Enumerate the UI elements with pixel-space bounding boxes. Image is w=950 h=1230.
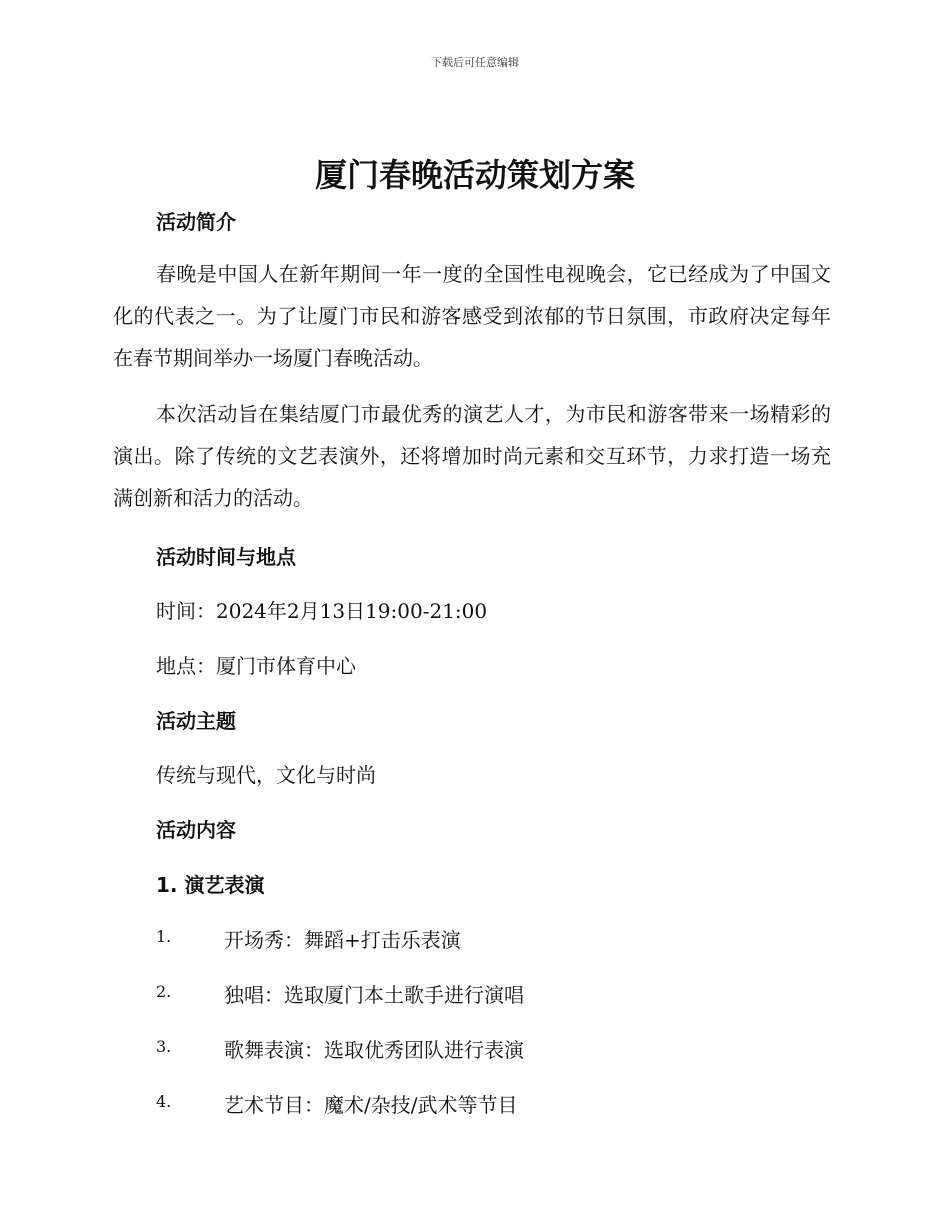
intro-paragraph-1: 春晚是中国人在新年期间一年一度的全国性电视晚会，它已经成为了中国文化的代表之一。为了让厦门市民和游客感受到浓郁的节日氛围，市政府决定每年在春节期间举办一场厦门春晚活动。	[113, 262, 831, 370]
section-heading-time-place: 活动时间与地点	[156, 545, 296, 569]
list-item-number: 4.	[156, 1092, 172, 1111]
section-heading-content: 活动内容	[156, 818, 236, 842]
document-title: 厦门春晚活动策划方案	[314, 156, 635, 194]
page-header-note: 下载后可任意编辑	[431, 56, 519, 69]
list-item-text: 独唱：选取厦门本土歌手进行演唱	[224, 983, 524, 1007]
section-heading-theme: 活动主题	[156, 709, 236, 733]
list-item-text: 歌舞表演：选取优秀团队进行表演	[224, 1038, 524, 1062]
list-item-text: 艺术节目：魔术/杂技/武术等节目	[224, 1093, 518, 1117]
theme-text: 传统与现代，文化与时尚	[156, 763, 376, 787]
list-item-number: 2.	[156, 982, 172, 1001]
list-item-number: 3.	[156, 1037, 172, 1056]
section-heading-intro: 活动简介	[156, 210, 236, 234]
event-place: 地点：厦门市体育中心	[156, 654, 356, 678]
list-item-text: 开场秀：舞蹈+打击乐表演	[224, 928, 461, 952]
event-time: 时间：2024年2月13日19:00-21:00	[156, 599, 488, 623]
list-item-number: 1.	[156, 927, 172, 946]
intro-paragraph-2: 本次活动旨在集结厦门市最优秀的演艺人才，为市民和游客带来一场精彩的演出。除了传统的文艺表演外，还将增加时尚元素和交互环节，力求打造一场充满创新和活力的活动。	[113, 402, 831, 510]
sub-heading-performances: 1. 演艺表演	[156, 873, 265, 897]
